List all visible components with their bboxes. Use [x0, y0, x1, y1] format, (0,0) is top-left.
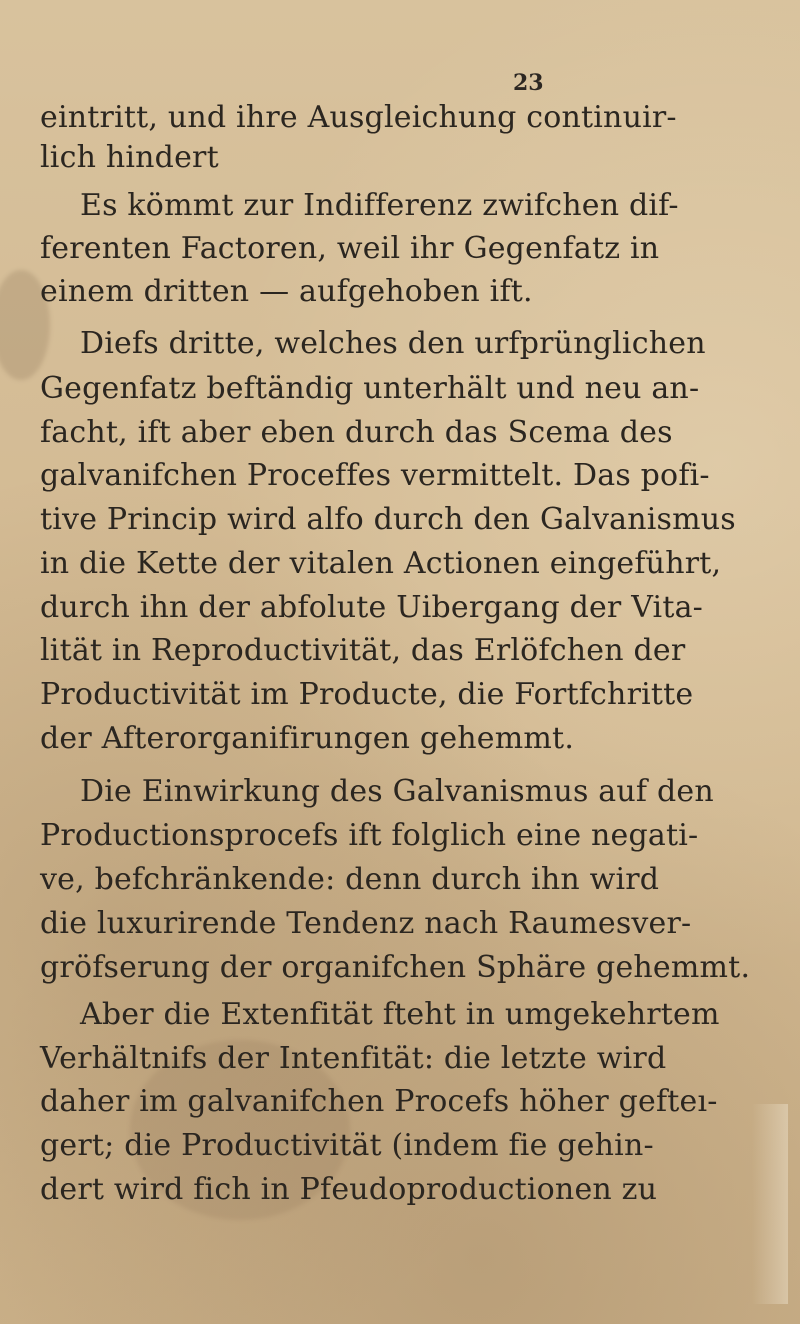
text-line: lität in Reproductivität, das Erlöfchen der: [40, 633, 686, 668]
text-line: facht, ift aber eben durch das Scema des: [40, 415, 673, 450]
text-line: gröfserung der organifchen Sphäre gehemmt.: [40, 950, 751, 985]
text-line: Die Einwirkung des Galvanismus auf den: [80, 774, 714, 809]
text-line: die luxurirende Tendenz nach Raumesver-: [40, 906, 692, 941]
text-line: tive Princip wird alfo durch den Galvanismus: [40, 502, 736, 537]
text-line: daher im galvanifchen Procefs höher gefteı-: [40, 1084, 718, 1119]
text-line: Es kömmt zur Indifferenz zwifchen dif-: [80, 188, 679, 223]
text-line: Productionsprocefs ift folglich eine negati-: [40, 818, 699, 853]
text-line: lich hindert: [40, 140, 219, 175]
text-line: in die Kette der vitalen Actionen eingeführt,: [40, 546, 722, 581]
text-line: galvanifchen Proceffes vermittelt. Das pofi-: [40, 458, 710, 493]
text-line: der Afterorganifirungen gehemmt.: [40, 721, 575, 756]
text-line: Verhältnifs der Intenfität: die letzte wird: [40, 1041, 667, 1076]
text-line: Productivität im Producte, die Fortfchritte: [40, 677, 694, 712]
text-line: Aber die Extenfität fteht in umgekehrtem: [80, 997, 720, 1032]
text-line: durch ihn der abfolute Uibergang der Vita-: [40, 590, 704, 625]
text-line: gert; die Productivität (indem fie gehin-: [40, 1128, 654, 1163]
text-line: Gegenfatz beftändig unterhält und neu an-: [40, 371, 700, 406]
text-line: dert wird fich in Pfeudoproductionen zu: [40, 1172, 658, 1207]
page-number: 23: [513, 70, 544, 96]
text-line: ferenten Factoren, weil ihr Gegenfatz in: [40, 231, 660, 266]
text-line: einem dritten — aufgehoben ift.: [40, 274, 533, 309]
paper-edge-highlight: [752, 1104, 788, 1304]
text-line: ve, befchränkende: denn durch ihn wird: [40, 862, 660, 897]
text-line: eintritt, und ihre Ausgleichung continuir-: [40, 100, 677, 135]
text-line: Diefs dritte, welches den urfprünglichen: [80, 326, 706, 361]
